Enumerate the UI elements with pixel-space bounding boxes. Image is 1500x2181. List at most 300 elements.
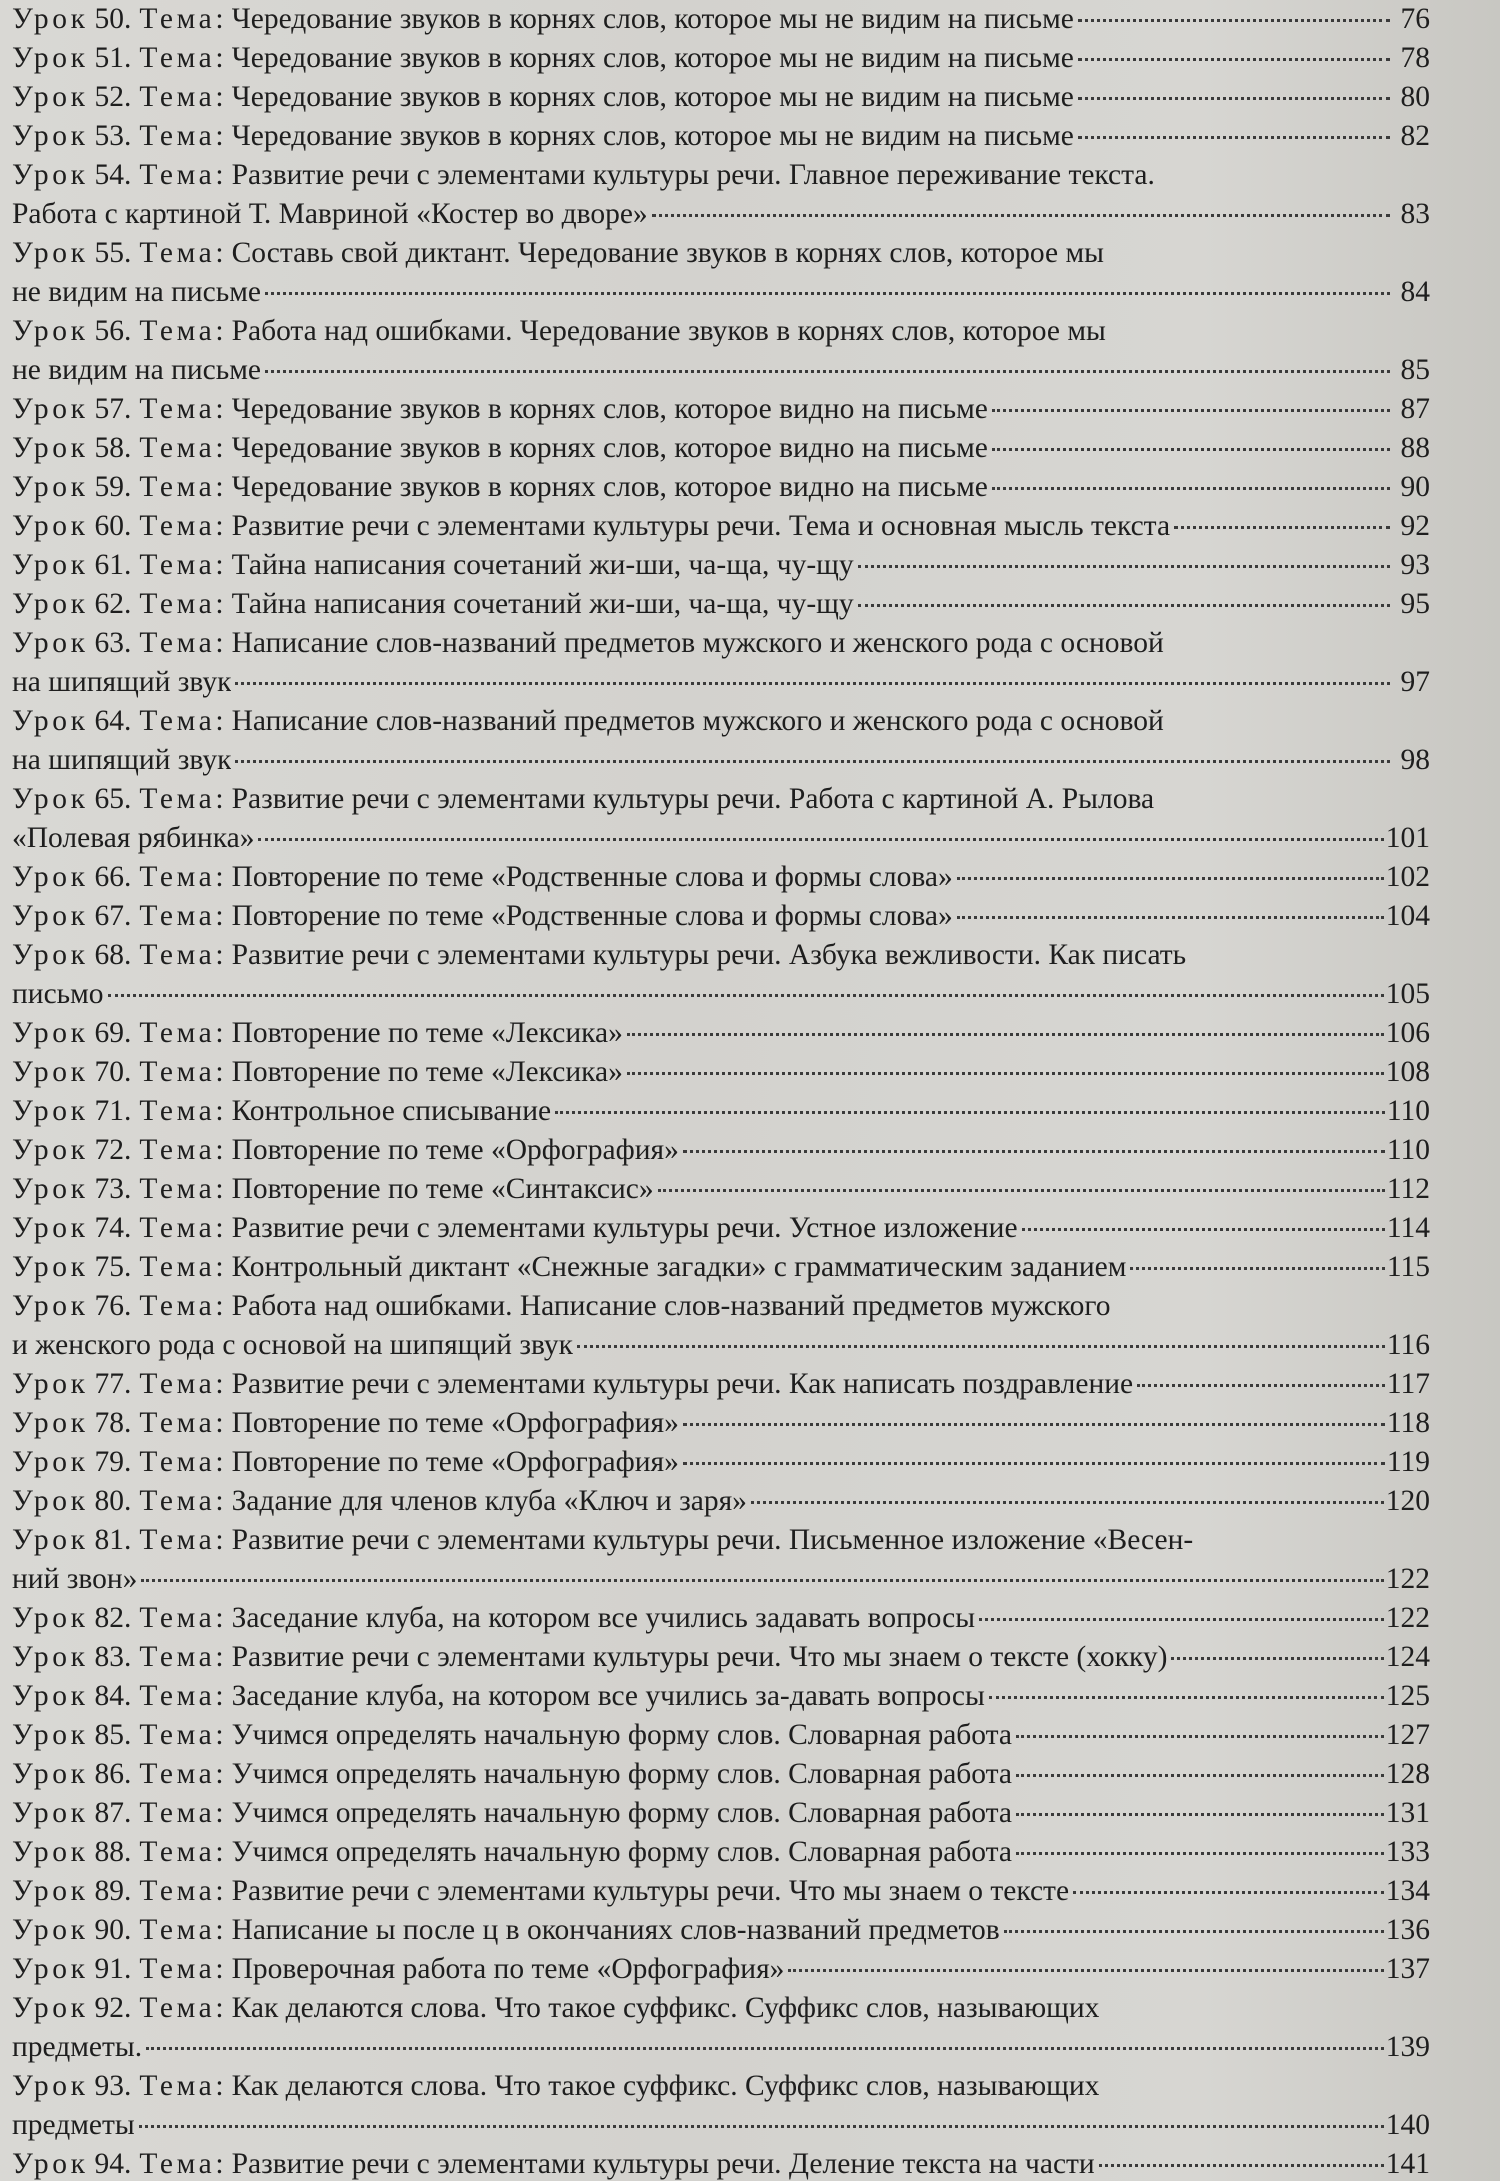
dot-leader: [1078, 136, 1390, 139]
page-number: 102: [1385, 861, 1430, 893]
dot-leader: [1099, 2164, 1384, 2167]
toc-entry-line: [12, 1677, 1430, 1716]
page-number: 85: [1400, 354, 1430, 386]
lesson-word: Урок: [12, 393, 89, 425]
toc-entry-line: [12, 1131, 1430, 1170]
lesson-word: Урок: [12, 1056, 89, 1088]
toc-entry-line: [12, 1521, 1430, 1560]
toc-entry-title: Повторение по теме «Орфография»: [231, 1134, 679, 1166]
lesson-number: 54.: [94, 159, 132, 191]
table-of-contents: [12, 0, 1430, 2181]
dot-leader: [627, 1033, 1384, 1036]
topic-word: Тема: [139, 393, 216, 425]
page-number: 82: [1400, 120, 1430, 152]
dot-leader: [979, 1618, 1384, 1621]
toc-entry-continuation: [12, 663, 1430, 702]
dot-leader: [858, 604, 1390, 607]
toc-entry-line: [12, 39, 1430, 78]
toc-entry-title: на шипящий звук: [12, 744, 232, 776]
toc-entry: [12, 156, 1430, 234]
lesson-number: 86.: [94, 1758, 132, 1790]
colon: :: [215, 1602, 224, 1634]
toc-entry: [12, 2145, 1430, 2181]
dot-leader: [235, 760, 1390, 763]
toc-entry: [12, 1833, 1430, 1872]
page-number: 124: [1385, 1641, 1430, 1673]
page-number: 76: [1400, 3, 1430, 35]
toc-entry-title: Чередование звуков в корнях слов, которое мы не видим на письме: [231, 42, 1074, 74]
page-number: 122: [1385, 1602, 1430, 1634]
lesson-word: Урок: [12, 1875, 89, 1907]
lesson-number: 51.: [94, 42, 132, 74]
page-number: 105: [1385, 978, 1430, 1010]
page-number: 90: [1400, 471, 1430, 503]
colon: :: [215, 1836, 224, 1868]
colon: :: [215, 2148, 224, 2180]
page-number: 88: [1400, 432, 1430, 464]
page-number: 84: [1400, 276, 1430, 308]
toc-entry-line: [12, 1755, 1430, 1794]
toc-entry: [12, 897, 1430, 936]
colon: :: [215, 1758, 224, 1790]
topic-word: Тема: [139, 120, 216, 152]
dot-leader: [1016, 1852, 1384, 1855]
colon: :: [215, 1056, 224, 1088]
page-number: 83: [1400, 198, 1430, 230]
colon: :: [215, 1173, 224, 1205]
colon: :: [215, 1719, 224, 1751]
dot-leader: [992, 448, 1390, 451]
lesson-word: Урок: [12, 1485, 89, 1517]
toc-entry-line: [12, 1638, 1430, 1677]
toc-entry-line: [12, 1443, 1430, 1482]
toc-entry-title: Развитие речи с элементами культуры речи. Письменное изложение «Весен-: [231, 1524, 1194, 1556]
toc-entry-title: Чередование звуков в корнях слов, которое мы не видим на письме: [231, 81, 1074, 113]
lesson-number: 77.: [94, 1368, 132, 1400]
lesson-word: Урок: [12, 1095, 89, 1127]
dot-leader: [957, 916, 1384, 919]
lesson-word: Урок: [12, 1758, 89, 1790]
lesson-number: 53.: [94, 120, 132, 152]
colon: :: [215, 1446, 224, 1478]
toc-entry-line: [12, 2145, 1430, 2181]
toc-entry: [12, 312, 1430, 390]
topic-word: Тема: [139, 1134, 216, 1166]
toc-entry-title: Развитие речи с элементами культуры речи. Как написать поздравление: [231, 1368, 1134, 1400]
toc-entry-title: Тайна написания сочетаний жи-ши, ча-ща, чу-щу: [231, 549, 854, 581]
toc-entry-title: Чередование звуков в корнях слов, которое видно на письме: [231, 471, 988, 503]
dot-leader: [858, 565, 1390, 568]
dot-leader: [146, 2047, 1384, 2050]
topic-word: Тема: [139, 1914, 216, 1946]
colon: :: [215, 1953, 224, 1985]
toc-entry-title: Составь свой диктант. Чередование звуков в корнях слов, которое мы: [231, 237, 1104, 269]
page-number: 119: [1386, 1446, 1430, 1478]
toc-entry-continuation: [12, 1326, 1430, 1365]
toc-entry-title: Как делаются слова. Что такое суффикс. Суффикс слов, называющих: [231, 1992, 1100, 2024]
topic-word: Тема: [139, 42, 216, 74]
lesson-number: 50.: [94, 3, 132, 35]
colon: :: [215, 1368, 224, 1400]
lesson-number: 55.: [94, 237, 132, 269]
lesson-word: Урок: [12, 432, 89, 464]
topic-word: Тема: [139, 861, 216, 893]
topic-word: Тема: [139, 588, 216, 620]
toc-entry-line: [12, 897, 1430, 936]
page-number: 101: [1385, 822, 1430, 854]
dot-leader: [1078, 19, 1390, 22]
lesson-number: 78.: [94, 1407, 132, 1439]
page-number: 140: [1385, 2109, 1430, 2141]
page-number: 93: [1400, 549, 1430, 581]
topic-word: Тема: [139, 1836, 216, 1868]
toc-entry-title: Развитие речи с элементами культуры речи. Работа с картиной А. Рылова: [231, 783, 1155, 815]
toc-entry-line: [12, 585, 1430, 624]
lesson-word: Урок: [12, 861, 89, 893]
toc-entry-title: Учимся определять начальную форму слов. Словарная работа: [231, 1719, 1013, 1751]
toc-entry: [12, 507, 1430, 546]
page-number: 133: [1385, 1836, 1430, 1868]
toc-entry-title: ний звон»: [12, 1563, 138, 1595]
lesson-number: 63.: [94, 627, 132, 659]
lesson-word: Урок: [12, 1719, 89, 1751]
lesson-word: Урок: [12, 315, 89, 347]
topic-word: Тема: [139, 1173, 216, 1205]
colon: :: [215, 627, 224, 659]
topic-word: Тема: [139, 1407, 216, 1439]
colon: :: [215, 2070, 224, 2102]
toc-entry-title: Учимся определять начальную форму слов. Словарная работа: [231, 1758, 1013, 1790]
dot-leader: [992, 409, 1390, 412]
toc-entry-continuation: [12, 351, 1430, 390]
toc-entry-line: [12, 936, 1430, 975]
colon: :: [215, 159, 224, 191]
toc-entry: [12, 468, 1430, 507]
topic-word: Тема: [139, 1212, 216, 1244]
toc-entry-title: Чередование звуков в корнях слов, которое видно на письме: [231, 393, 988, 425]
toc-entry-line: [12, 1053, 1430, 1092]
toc-entry-line: [12, 1482, 1430, 1521]
lesson-word: Урок: [12, 1134, 89, 1166]
toc-entry-title: письмо: [12, 978, 104, 1010]
lesson-number: 93.: [94, 2070, 132, 2102]
toc-entry-line: [12, 507, 1430, 546]
toc-entry: [12, 1365, 1430, 1404]
toc-entry-line: [12, 1365, 1430, 1404]
lesson-word: Урок: [12, 1797, 89, 1829]
toc-entry: [12, 702, 1430, 780]
toc-entry-line: [12, 1872, 1430, 1911]
lesson-word: Урок: [12, 1407, 89, 1439]
lesson-number: 83.: [94, 1641, 132, 1673]
toc-entry-line: [12, 156, 1430, 195]
lesson-number: 65.: [94, 783, 132, 815]
toc-entry: [12, 624, 1430, 702]
lesson-word: Урок: [12, 549, 89, 581]
page-number: 80: [1400, 81, 1430, 113]
topic-word: Тема: [139, 627, 216, 659]
toc-entry-line: [12, 1404, 1430, 1443]
lesson-number: 73.: [94, 1173, 132, 1205]
colon: :: [215, 1641, 224, 1673]
lesson-word: Урок: [12, 783, 89, 815]
dot-leader: [1130, 1267, 1384, 1270]
lesson-number: 62.: [94, 588, 132, 620]
page-number: 108: [1385, 1056, 1430, 1088]
topic-word: Тема: [139, 510, 216, 542]
lesson-word: Урок: [12, 939, 89, 971]
lesson-word: Урок: [12, 510, 89, 542]
dot-leader: [258, 838, 1383, 841]
dot-leader: [957, 877, 1384, 880]
toc-entry-title: Развитие речи с элементами культуры речи. Что мы знаем о тексте (хокку): [231, 1641, 1168, 1673]
lesson-number: 76.: [94, 1290, 132, 1322]
lesson-number: 59.: [94, 471, 132, 503]
toc-entry: [12, 858, 1430, 897]
colon: :: [215, 1485, 224, 1517]
lesson-word: Урок: [12, 1017, 89, 1049]
toc-entry: [12, 1794, 1430, 1833]
colon: :: [215, 42, 224, 74]
toc-entry: [12, 1053, 1430, 1092]
lesson-word: Урок: [12, 2070, 89, 2102]
topic-word: Тема: [139, 939, 216, 971]
page-number: 134: [1385, 1875, 1430, 1907]
page-number: 120: [1385, 1485, 1430, 1517]
toc-entry-line: [12, 234, 1430, 273]
toc-entry-title: Заседание клуба, на котором все учились за-давать вопросы: [231, 1680, 985, 1712]
dot-leader: [1016, 1774, 1384, 1777]
dot-leader: [683, 1462, 1385, 1465]
toc-entry-title: предметы.: [12, 2031, 143, 2063]
colon: :: [215, 120, 224, 152]
toc-entry-title: не видим на письме: [12, 354, 261, 386]
lesson-word: Урок: [12, 588, 89, 620]
dot-leader: [141, 1579, 1383, 1582]
colon: :: [215, 1290, 224, 1322]
toc-entry-continuation: [12, 2028, 1430, 2067]
colon: :: [215, 1251, 224, 1283]
toc-entry-title: Написание слов-названий предметов мужского и женского рода с основой: [231, 627, 1164, 659]
toc-entry-title: и женского рода с основой на шипящий звук: [12, 1329, 573, 1361]
dot-leader: [1078, 97, 1390, 100]
toc-entry-continuation: [12, 195, 1430, 234]
dot-leader: [1137, 1384, 1385, 1387]
topic-word: Тема: [139, 315, 216, 347]
dot-leader: [683, 1423, 1385, 1426]
topic-word: Тема: [139, 1251, 216, 1283]
colon: :: [215, 783, 224, 815]
lesson-number: 84.: [94, 1680, 132, 1712]
lesson-word: Урок: [12, 1446, 89, 1478]
topic-word: Тема: [139, 1992, 216, 2024]
dot-leader: [139, 2125, 1384, 2128]
colon: :: [215, 1524, 224, 1556]
colon: :: [215, 81, 224, 113]
topic-word: Тема: [139, 1797, 216, 1829]
page-number: 141: [1385, 2148, 1430, 2180]
toc-entry-title: Повторение по теме «Орфография»: [231, 1446, 679, 1478]
topic-word: Тема: [139, 1017, 216, 1049]
lesson-word: Урок: [12, 1836, 89, 1868]
lesson-number: 56.: [94, 315, 132, 347]
lesson-word: Урок: [12, 1524, 89, 1556]
topic-word: Тема: [139, 1758, 216, 1790]
toc-entry: [12, 1131, 1430, 1170]
page-number: 115: [1386, 1251, 1430, 1283]
topic-word: Тема: [139, 237, 216, 269]
toc-entry-title: Заседание клуба, на котором все учились задавать вопросы: [231, 1602, 976, 1634]
topic-word: Тема: [139, 1524, 216, 1556]
topic-word: Тема: [139, 1290, 216, 1322]
toc-entry-line: [12, 1248, 1430, 1287]
toc-entry: [12, 1248, 1430, 1287]
page-number: 116: [1386, 1329, 1430, 1361]
topic-word: Тема: [139, 1602, 216, 1634]
lesson-number: 87.: [94, 1797, 132, 1829]
colon: :: [215, 588, 224, 620]
topic-word: Тема: [139, 3, 216, 35]
toc-entry: [12, 1014, 1430, 1053]
toc-entry-line: [12, 2067, 1430, 2106]
toc-entry-title: Задание для членов клуба «Ключ и заря»: [231, 1485, 747, 1517]
colon: :: [215, 705, 224, 737]
toc-entry-title: на шипящий звук: [12, 666, 232, 698]
colon: :: [215, 1212, 224, 1244]
lesson-word: Урок: [12, 237, 89, 269]
toc-entry-title: Учимся определять начальную форму слов. Словарная работа: [231, 1797, 1013, 1829]
toc-entry: [12, 1872, 1430, 1911]
lesson-number: 80.: [94, 1485, 132, 1517]
toc-entry: [12, 1716, 1430, 1755]
lesson-number: 74.: [94, 1212, 132, 1244]
topic-word: Тема: [139, 1368, 216, 1400]
topic-word: Тема: [139, 549, 216, 581]
toc-entry-line: [12, 780, 1430, 819]
page-number: 127: [1385, 1719, 1430, 1751]
toc-entry-line: [12, 702, 1430, 741]
toc-entry-line: [12, 468, 1430, 507]
toc-entry: [12, 546, 1430, 585]
topic-word: Тема: [139, 1485, 216, 1517]
dot-leader: [1174, 526, 1390, 529]
dot-leader: [1171, 1657, 1383, 1660]
page-number: 97: [1400, 666, 1430, 698]
colon: :: [215, 471, 224, 503]
toc-entry-title: Чередование звуков в корнях слов, которое мы не видим на письме: [231, 3, 1074, 35]
toc-entry: [12, 585, 1430, 624]
colon: :: [215, 1134, 224, 1166]
lesson-word: Урок: [12, 705, 89, 737]
toc-entry: [12, 390, 1430, 429]
page-number: 110: [1386, 1095, 1430, 1127]
colon: :: [215, 510, 224, 542]
lesson-word: Урок: [12, 1680, 89, 1712]
toc-entry-continuation: [12, 1560, 1430, 1599]
toc-entry-title: Чередование звуков в корнях слов, которое мы не видим на письме: [231, 120, 1074, 152]
page-number: 87: [1400, 393, 1430, 425]
toc-entry: [12, 39, 1430, 78]
toc-entry-line: [12, 1014, 1430, 1053]
lesson-word: Урок: [12, 1914, 89, 1946]
topic-word: Тема: [139, 1056, 216, 1088]
topic-word: Тема: [139, 1446, 216, 1478]
lesson-number: 92.: [94, 1992, 132, 2024]
topic-word: Тема: [139, 471, 216, 503]
toc-entry-continuation: [12, 975, 1430, 1014]
colon: :: [215, 549, 224, 581]
toc-entry-line: [12, 117, 1430, 156]
toc-entry-continuation: [12, 741, 1430, 780]
page-number: 104: [1385, 900, 1430, 932]
page-number: 136: [1385, 1914, 1430, 1946]
lesson-number: 72.: [94, 1134, 132, 1166]
toc-entry-continuation: [12, 819, 1430, 858]
toc-entry-line: [12, 1950, 1430, 1989]
lesson-word: Урок: [12, 1602, 89, 1634]
page-number: 110: [1386, 1134, 1430, 1166]
lesson-number: 57.: [94, 393, 132, 425]
toc-entry-title: не видим на письме: [12, 276, 261, 308]
toc-entry: [12, 234, 1430, 312]
page-number: 106: [1385, 1017, 1430, 1049]
lesson-word: Урок: [12, 159, 89, 191]
dot-leader: [1016, 1735, 1384, 1738]
toc-entry-continuation: [12, 273, 1430, 312]
toc-entry: [12, 1911, 1430, 1950]
lesson-number: 75.: [94, 1251, 132, 1283]
dot-leader: [1073, 1891, 1384, 1894]
toc-entry-line: [12, 1716, 1430, 1755]
topic-word: Тема: [139, 705, 216, 737]
toc-entry-line: [12, 546, 1430, 585]
lesson-word: Урок: [12, 3, 89, 35]
topic-word: Тема: [139, 1953, 216, 1985]
toc-entry-line: [12, 390, 1430, 429]
dot-leader: [683, 1150, 1385, 1153]
dot-leader: [1022, 1228, 1385, 1231]
page-number: 78: [1400, 42, 1430, 74]
page-number: 122: [1385, 1563, 1430, 1595]
toc-entry-continuation: [12, 2106, 1430, 2145]
colon: :: [215, 1797, 224, 1829]
lesson-number: 85.: [94, 1719, 132, 1751]
lesson-number: 60.: [94, 510, 132, 542]
toc-entry-line: [12, 78, 1430, 117]
colon: :: [215, 1914, 224, 1946]
toc-entry: [12, 117, 1430, 156]
lesson-number: 52.: [94, 81, 132, 113]
dot-leader: [788, 1969, 1383, 1972]
toc-entry: [12, 1443, 1430, 1482]
page-number: 92: [1400, 510, 1430, 542]
colon: :: [215, 1095, 224, 1127]
toc-entry-title: Развитие речи с элементами культуры речи. Тема и основная мысль текста: [231, 510, 1171, 542]
toc-entry-title: Повторение по теме «Орфография»: [231, 1407, 679, 1439]
lesson-number: 64.: [94, 705, 132, 737]
toc-entry-line: [12, 1209, 1430, 1248]
toc-entry-title: Написание слов-названий предметов мужского и женского рода с основой: [231, 705, 1164, 737]
toc-entry-title: Написание ы после ц в окончаниях слов-названий предметов: [231, 1914, 1000, 1946]
colon: :: [215, 1680, 224, 1712]
toc-entry-line: [12, 1833, 1430, 1872]
toc-entry-title: Развитие речи с элементами культуры речи. Что мы знаем о тексте: [231, 1875, 1070, 1907]
lesson-word: Урок: [12, 1953, 89, 1985]
toc-entry-title: Развитие речи с элементами культуры речи. Главное переживание текста.: [231, 159, 1155, 191]
toc-entry-line: [12, 1092, 1430, 1131]
toc-entry: [12, 429, 1430, 468]
colon: :: [215, 900, 224, 932]
